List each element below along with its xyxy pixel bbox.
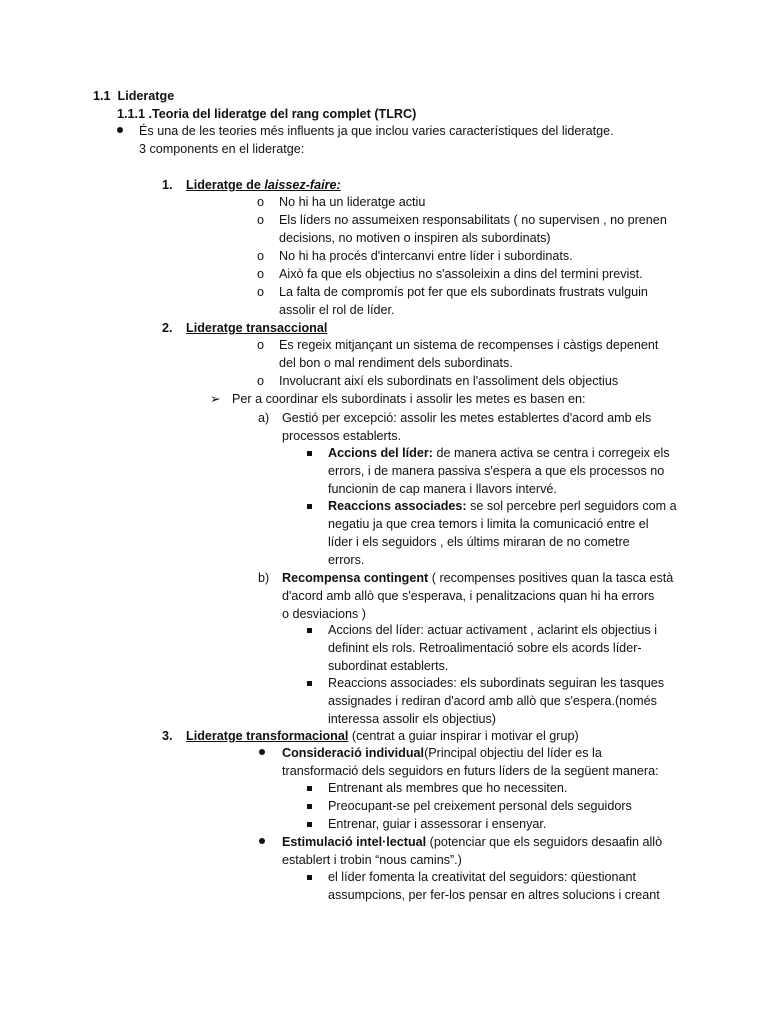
sub-item: Preocupant-se pel creixement personal dels seguidors (328, 799, 632, 813)
alpha-marker-a: a) (258, 411, 270, 425)
alpha-item-b (282, 569, 673, 587)
heading-1-1-1 (117, 105, 416, 123)
arrow-icon: ➢ (210, 392, 221, 406)
list-marker: o (257, 249, 265, 263)
heading-number: 1.1 (93, 89, 111, 103)
sub-item-cont: assumpcions, per fer-los pensar en altres solucions i creant (328, 888, 660, 902)
intro-line-1: És una de les teories més influents ja que inclou varies característiques del lideratge. (139, 124, 614, 138)
sub-item: Entrenant als membres que ho necessiten. (328, 781, 568, 795)
list-marker: o (257, 374, 265, 388)
section-3-number: 3. (162, 729, 173, 743)
sub-item (328, 444, 670, 462)
square-bullet-icon (307, 804, 312, 809)
sub-item-cont: errors, i de manera passiva s'espera a que els processos no (328, 464, 665, 478)
sub-item-cont: interessa assolir els objectius) (328, 712, 496, 726)
arrow-item: Per a coordinar els subordinats i assolir les metes es basen en: (232, 392, 586, 406)
square-bullet-icon (307, 451, 312, 456)
list-item-cont: transformació dels seguidors en futurs líders de la següent manera: (282, 764, 659, 778)
list-item (282, 833, 662, 851)
list-item (282, 744, 602, 762)
alpha-marker-b: b) (258, 571, 270, 585)
sub-item-bold: Accions del líder: (328, 446, 433, 460)
bullet-icon (117, 127, 123, 133)
sub-item: Entrenar, guiar i assessorar i ensenyar. (328, 817, 547, 831)
alpha-item-a-cont: processos establerts. (282, 429, 401, 443)
square-bullet-icon (307, 786, 312, 791)
square-bullet-icon (307, 875, 312, 880)
alpha-item-b-bold: Recompensa contingent (282, 571, 429, 585)
list-item: No hi ha procés d'intercanvi entre líder i subordinats. (279, 249, 573, 263)
list-item: La falta de compromís pot fer que els subordinats frustrats vulguin (279, 285, 648, 299)
subheading-title: .Teoria del lideratge del rang complet (TLRC) (148, 107, 417, 121)
list-item-cont: establert i trobin “nous camins”.) (282, 853, 462, 867)
list-item-cont: decisions, no motiven o inspiren als subordinats) (279, 231, 551, 245)
section-3-title-text: Lideratge transformacional (186, 729, 349, 743)
square-bullet-icon (307, 681, 312, 686)
list-marker: o (257, 195, 265, 209)
list-item-rest: (potenciar que els seguidors desaafin allò (426, 835, 663, 849)
section-3-title-rest: (centrat a guiar inspirar i motivar el grup) (348, 729, 579, 743)
alpha-item-b-cont: o desviacions ) (282, 607, 366, 621)
alpha-item-b-rest: ( recompenses positives quan la tasca està (428, 571, 674, 585)
section-1-title-a: Lideratge de (186, 178, 265, 192)
list-item-cont: del bon o mal rendiment dels subordinats. (279, 356, 513, 370)
list-marker: o (257, 213, 265, 227)
sub-item-rest: se sol percebre perl seguidors com a (466, 499, 677, 513)
heading-title: Lideratge (117, 89, 175, 103)
sub-item-bold: Reaccions associades: (328, 499, 467, 513)
list-item-cont: assolir el rol de líder. (279, 303, 395, 317)
sub-item (328, 497, 677, 515)
intro-line-2: 3 components en el lideratge: (139, 142, 305, 156)
alpha-item-b-cont: d'acord amb allò que s'esperava, i penalitzacions quan hi ha errors (282, 589, 655, 603)
bullet-icon (259, 838, 265, 844)
alpha-item-a: Gestió per excepció: assolir les metes establertes d'acord amb els (282, 411, 652, 425)
sub-item-cont: líder i els seguidors , els últims miraran de no cometre (328, 535, 630, 549)
square-bullet-icon (307, 628, 312, 633)
square-bullet-icon (307, 504, 312, 509)
subheading-number: 1.1.1 (117, 107, 146, 121)
list-item: Els líders no assumeixen responsabilitats ( no supervisen , no prenen (279, 213, 667, 227)
sub-item-cont: negatiu ja que crea temors i limita la comunicació entre el (328, 517, 649, 531)
list-item-bold: Consideració individual (282, 746, 425, 760)
list-marker: o (257, 267, 265, 281)
sub-item-cont: errors. (328, 553, 365, 567)
sub-item-cont: assignades i rediran d'acord amb allò que s'espera.(només (328, 694, 657, 708)
section-1-title-b: laissez-faire: (264, 178, 341, 192)
list-item-rest: (Principal objectiu del líder es la (424, 746, 602, 760)
sub-item: Accions del líder: actuar activament , aclarint els objectius i (328, 623, 657, 637)
list-marker: o (257, 338, 265, 352)
bullet-icon (259, 749, 265, 755)
heading-1-1 (93, 87, 174, 105)
sub-item-cont: subordinat establerts. (328, 659, 449, 673)
sub-item-cont: funcionin de cap manera i llavors intervé. (328, 482, 557, 496)
sub-item: Reaccions associades: els subordinats seguiran les tasques (328, 676, 665, 690)
section-1-number: 1. (162, 178, 173, 192)
section-3-title (186, 727, 579, 745)
sub-item-rest: de manera activa se centra i corregeix els (432, 446, 670, 460)
list-item: Això fa que els objectius no s'assoleixin a dins del termini previst. (279, 267, 643, 281)
sub-item-cont: definint els rols. Retroalimentació sobre els acords líder- (328, 641, 642, 655)
list-item: No hi ha un lideratge actiu (279, 195, 426, 209)
section-1-title (186, 176, 341, 194)
list-item: Involucrant així els subordinats en l'assoliment dels objectius (279, 374, 619, 388)
square-bullet-icon (307, 822, 312, 827)
list-marker: o (257, 285, 265, 299)
sub-item: el líder fomenta la creativitat del seguidors: qüestionant (328, 870, 637, 884)
list-item: Es regeix mitjançant un sistema de recompenses i càstigs depenent (279, 338, 659, 352)
list-item-bold: Estimulació intel·lectual (282, 835, 427, 849)
section-2-number: 2. (162, 321, 173, 335)
section-2-title: Lideratge transaccional (186, 321, 328, 335)
